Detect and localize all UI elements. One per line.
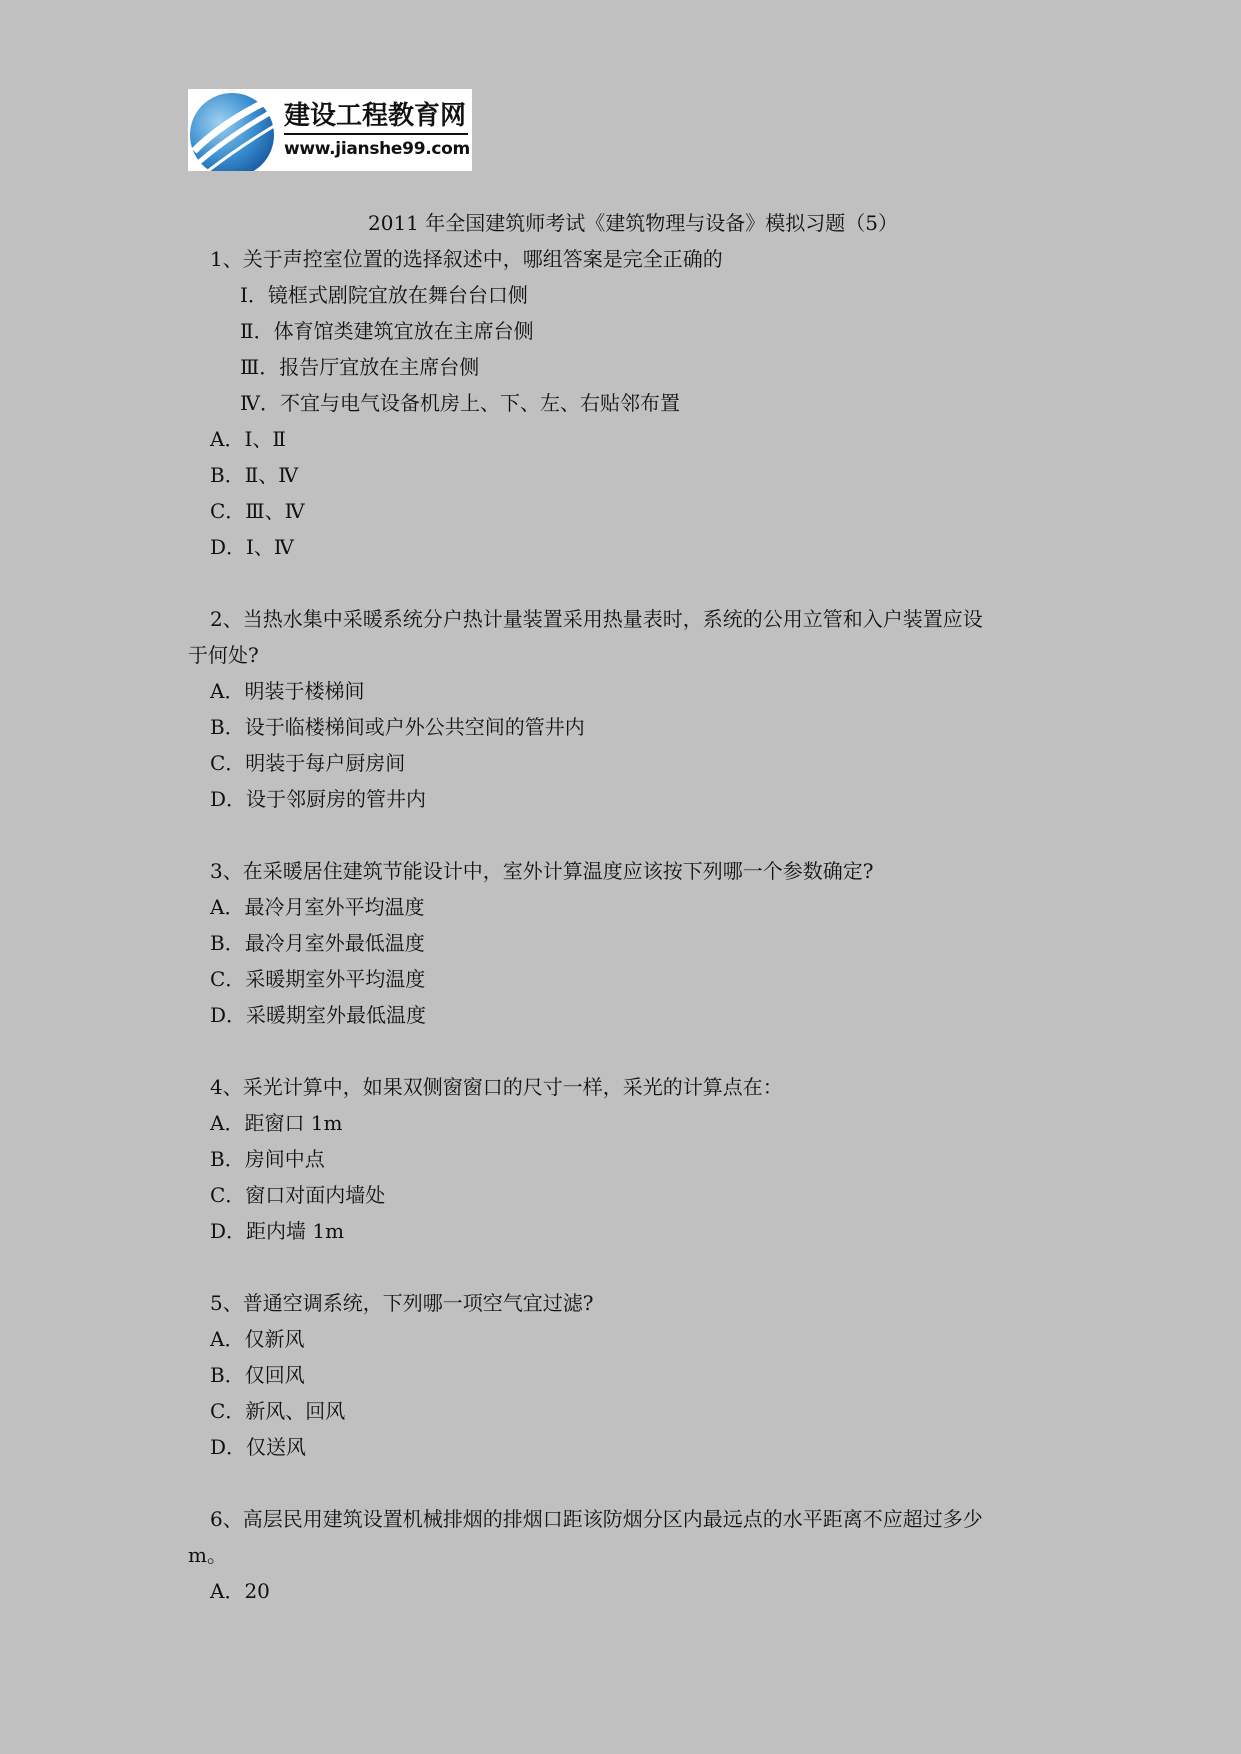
question-3-option: B．最冷月室外最低温度 — [210, 931, 425, 955]
document-title: 2011 年全国建筑师考试《建筑物理与设备》模拟习题（5） — [368, 211, 898, 235]
question-3-option: A．最冷月室外平均温度 — [210, 895, 425, 919]
question-3-option: D．采暖期室外最低温度 — [210, 1003, 427, 1027]
spacer — [188, 1465, 1058, 1501]
question-2-option: B．设于临楼梯间或户外公共空间的管井内 — [210, 715, 585, 739]
question-3-option: C．采暖期室外平均温度 — [210, 967, 426, 991]
logo-url: www.jianshe99.com — [284, 139, 470, 159]
question-3-stem: 3、在采暖居住建筑节能设计中，室外计算温度应该按下列哪一个参数确定? — [210, 859, 874, 883]
question-1-item: Ⅰ．镜框式剧院宜放在舞台台口侧 — [240, 283, 528, 307]
spacer — [188, 1033, 1058, 1069]
site-logo[interactable] — [188, 89, 472, 171]
question-1-item: Ⅳ．不宜与电气设备机房上、下、左、右贴邻布置 — [240, 391, 680, 415]
question-1-option: B．Ⅱ、Ⅳ — [210, 463, 299, 487]
question-1-option: C．Ⅲ、Ⅳ — [210, 499, 305, 523]
globe-swoosh-icon — [188, 89, 288, 171]
spacer — [188, 817, 1058, 853]
question-1-option: D．Ⅰ、Ⅳ — [210, 535, 294, 559]
question-5-option: B．仅回风 — [210, 1363, 305, 1387]
question-4-option: B．房间中点 — [210, 1147, 325, 1171]
question-1-item: Ⅱ．体育馆类建筑宜放在主席台侧 — [240, 319, 534, 343]
question-1-item: Ⅲ．报告厅宜放在主席台侧 — [240, 355, 480, 379]
question-4-option: A．距窗口 1m — [210, 1111, 343, 1135]
question-5-stem: 5、普通空调系统，下列哪一项空气宜过滤? — [210, 1291, 594, 1315]
question-6-stem-continued: m。 — [188, 1543, 227, 1567]
question-2-option: A．明装于楼梯间 — [210, 679, 365, 703]
question-2-option: C．明装于每户厨房间 — [210, 751, 406, 775]
question-4-option: D．距内墙 1m — [210, 1219, 345, 1243]
question-5-option: C．新风、回风 — [210, 1399, 346, 1423]
question-2-stem: 2、当热水集中采暖系统分户热计量装置采用热量表时，系统的公用立管和入户装置应设 — [210, 607, 983, 631]
document-body — [188, 205, 1058, 1609]
spacer — [188, 1249, 1058, 1285]
question-4-stem: 4、采光计算中，如果双侧窗窗口的尺寸一样，采光的计算点在： — [210, 1075, 783, 1099]
question-2-option: D．设于邻厨房的管井内 — [210, 787, 427, 811]
question-1-stem: 1、关于声控室位置的选择叙述中，哪组答案是完全正确的 — [210, 247, 723, 271]
question-6-stem: 6、高层民用建筑设置机械排烟的排烟口距该防烟分区内最远点的水平距离不应超过多少 — [210, 1507, 983, 1531]
spacer — [188, 565, 1058, 601]
question-5-option: D．仅送风 — [210, 1435, 307, 1459]
logo-divider — [284, 133, 468, 135]
question-5-option: A．仅新风 — [210, 1327, 305, 1351]
question-2-stem-continued: 于何处? — [188, 643, 259, 667]
question-4-option: C．窗口对面内墙处 — [210, 1183, 386, 1207]
question-6-option: A．20 — [210, 1579, 270, 1603]
question-1-option: A．Ⅰ、Ⅱ — [210, 427, 286, 451]
logo-name: 建设工程教育网 — [284, 101, 467, 131]
